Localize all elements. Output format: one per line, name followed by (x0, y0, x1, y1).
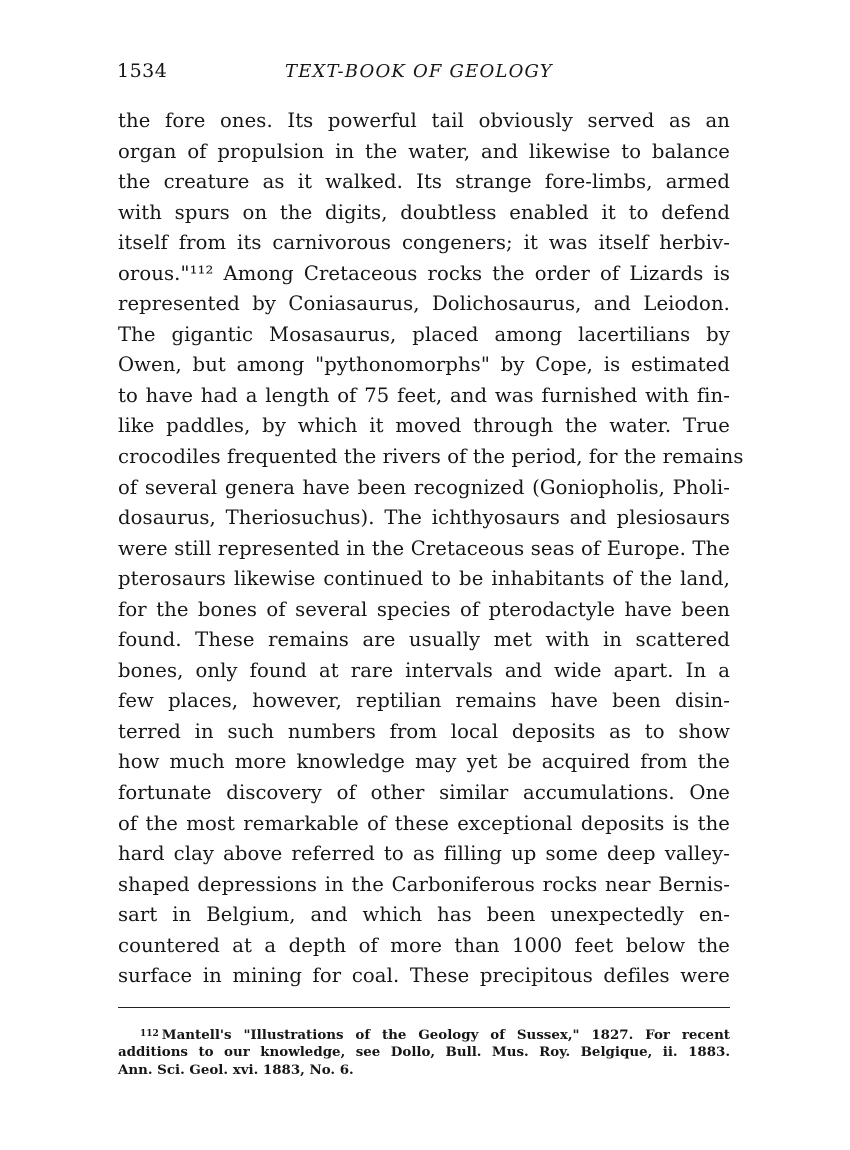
text-line: how much more knowledge may yet be acquired from the (118, 750, 730, 774)
text-line: were still represented in the Cretaceous seas of Europe. The (118, 536, 730, 560)
text-line: organ of propulsion in the water, and likewise to balance (118, 139, 730, 163)
text-line: The gigantic Mosasaurus, placed among lacertilians by (118, 322, 730, 346)
text-line: terred in such numbers from local deposits as to show (118, 719, 730, 743)
text-line: hard clay above referred to as filling up some deep valley- (118, 842, 730, 866)
text-line: the fore ones. Its powerful tail obviously served as an (118, 109, 730, 132)
text-line: to have had a length of 75 feet, and was furnished with fin- (118, 383, 730, 407)
text-line: represented by Coniasaurus, Dolichosaurus, and Leiodon. (118, 292, 730, 316)
text-line: with spurs on the digits, doubtless enabled it to defend (118, 200, 730, 224)
text-line: bones, only found at rare intervals and wide apart. In a (118, 658, 730, 682)
text-line: found. These remains are usually met with in scattered (118, 628, 730, 652)
text-line: for the bones of several species of pterodactyle have been (118, 597, 730, 621)
footnote (118, 1025, 730, 1079)
text-line: of the most remarkable of these exceptional deposits is the (118, 811, 730, 835)
text-line: fortunate discovery of other similar accumulations. One (118, 781, 730, 805)
text-line: sart in Belgium, and which has been unexpectedly en- (118, 903, 730, 927)
text-line: like paddles, by which it moved through the water. True (118, 414, 730, 438)
text-line: shaped depressions in the Carboniferous rocks near Bernis- (118, 872, 730, 896)
text-line: crocodiles frequented the rivers of the period, for the remains (118, 445, 744, 469)
text-line: pterosaurs likewise continued to be inhabitants of the land, (118, 567, 730, 591)
text-line: dosaurus, Theriosuchus). The ichthyosaurs and plesiosaurs (118, 506, 730, 530)
footnote-text: Mantell's "Illustrations of the Geology of Sussex," 1827. For recent (161, 1027, 730, 1043)
text-line: surface in mining for coal. These precipitous defiles were (118, 964, 730, 988)
text-line: the creature as it walked. Its strange fore-limbs, armed (118, 170, 730, 194)
footnote-line: Ann. Sci. Geol. xvi. 1883, No. 6. (118, 1062, 354, 1078)
page-header (117, 60, 729, 90)
footnote-line (118, 1025, 730, 1043)
footnote-line: additions to our knowledge, see Dollo, Bull. Mus. Roy. Belgique, ii. 1883. (118, 1044, 730, 1060)
body-text (118, 106, 744, 992)
text-line: Owen, but among "pythonomorphs" by Cope, is estimated (118, 353, 730, 377)
text-line: few places, however, reptilian remains have been disin- (118, 689, 730, 713)
footnote-divider (118, 1007, 730, 1008)
text-line: orous."¹¹² Among Cretaceous rocks the order of Lizards is (118, 261, 730, 285)
footnote-marker: 112 (140, 1029, 159, 1039)
running-title: TEXT-BOOK OF GEOLOGY (285, 61, 553, 82)
text-line: itself from its carnivorous congeners; it was itself herbiv- (118, 231, 730, 255)
text-line: of several genera have been recognized (Goniopholis, Pholi- (118, 475, 730, 499)
page-number: 1534 (117, 60, 168, 82)
text-line: countered at a depth of more than 1000 feet below the (118, 933, 730, 957)
